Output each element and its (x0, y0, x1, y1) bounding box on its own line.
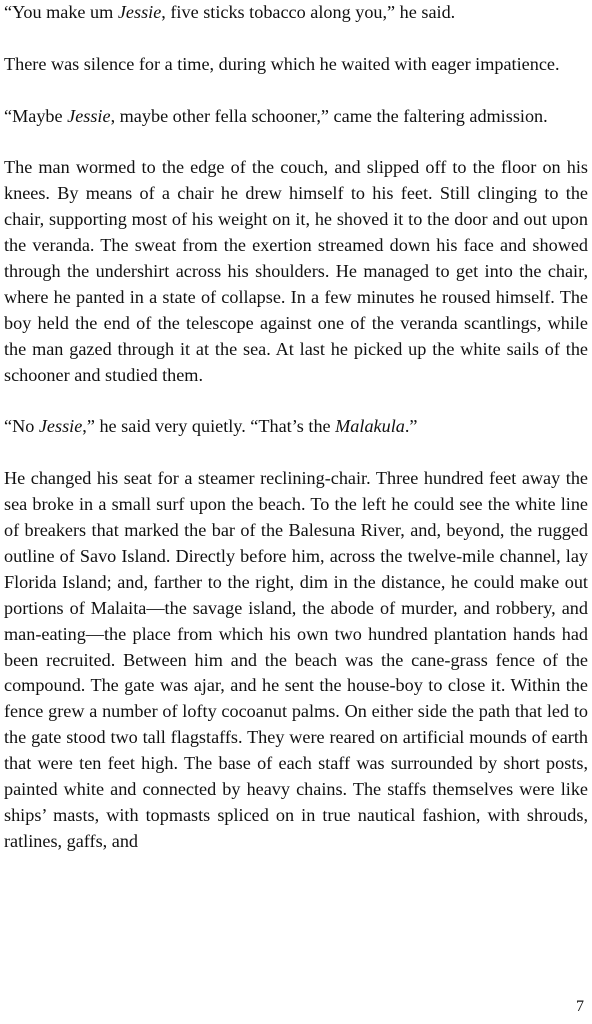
paragraph (4, 52, 588, 78)
italic-text: Jessie (67, 105, 111, 126)
italic-text: Jessie (38, 416, 83, 437)
paragraph-gap (4, 26, 588, 52)
text-run: , five sticks tobacco along you,” he said. (161, 2, 456, 22)
page-number: 7 (576, 998, 584, 1015)
text-run: .” (404, 416, 418, 437)
paragraph-gap (4, 78, 588, 104)
paragraph-gap (4, 389, 588, 415)
text-run: “Maybe (4, 105, 68, 126)
text-run: “You make um (4, 2, 118, 22)
italic-text: Malakula (335, 416, 405, 437)
page-body (4, 0, 588, 855)
paragraph (4, 0, 588, 26)
text-run: , maybe other fella schooner,” came the faltering admission. (110, 105, 548, 126)
text-run: There was silence for a time, during which he waited with eager impatience. (4, 53, 560, 74)
text-run: The man wormed to the edge of the couch, and slipped off to the floor on his knees. By means of a chair he drew himself to his feet. Still clinging to the chair, supporting most of his weight on it, he shoved it to the door and out upon the veranda. The sweat from the exertion streamed down his face and showed through the undershirt across his shoulders. He managed to get into the chair, where he panted in a state of collapse. In a few minutes he roused himself. The boy held the end of the telescope against one of the veranda scantlings, while the man gazed through it at the sea. At last he picked up the white sails of the schooner and studied them. (4, 157, 588, 385)
italic-text: Jessie (117, 2, 162, 22)
paragraph (4, 466, 588, 855)
paragraph (4, 414, 588, 440)
paragraph-gap (4, 440, 588, 466)
paragraph (4, 155, 588, 388)
text-run: ,” he said very quietly. “That’s the (82, 416, 336, 437)
text-run: He changed his seat for a steamer reclining-chair. Three hundred feet away the sea broke in a small surf upon the beach. To the left he could see the white line of breakers that marked the bar of the Balesuna River, and, beyond, the rugged outline of Savo Island. Directly before him, across the twelve-mile channel, lay Florida Island; and, farther to the right, dim in the distance, he could make out portions of Malaita—the savage island, the abode of murder, and robbery, and man-eating—the place from which his own two hundred plantation hands had been recruited. Between him and the beach was the cane-grass fence of the compound. The gate was ajar, and he sent the house-boy to close it. Within the fence grew a number of lofty cocoanut palms. On either side the path that led to the gate stood two tall flagstaffs. They were reared on artificial mounds of earth that were ten feet high. The base of each staff was surrounded by short posts, painted white and connected by heavy chains. The staffs themselves were like ships’ masts, with topmasts spliced on in true nautical fashion, with shrouds, ratlines, gaffs, and (4, 468, 588, 851)
text-run: “No (4, 416, 39, 437)
paragraph (4, 104, 588, 130)
paragraph-gap (4, 130, 588, 156)
